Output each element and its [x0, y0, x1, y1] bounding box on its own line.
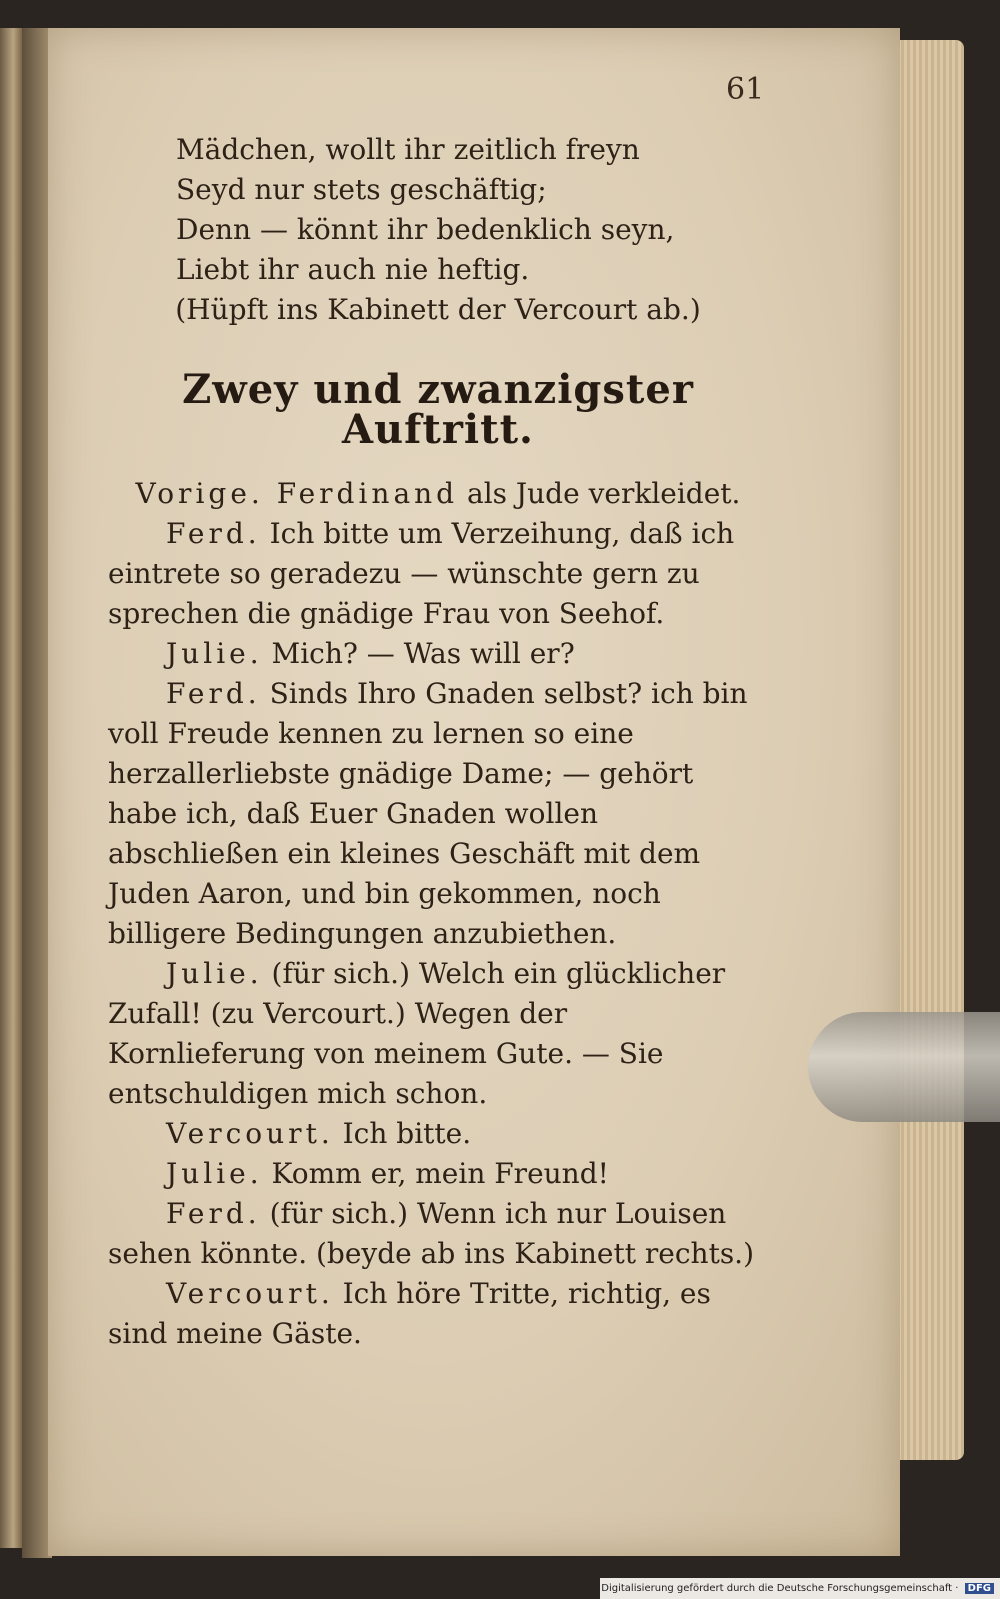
speaker-name: Ferd.: [166, 517, 261, 550]
page-number: 61: [726, 72, 765, 107]
dialogue-paragraph: [108, 674, 768, 954]
speech-text: Sinds Ihro Gnaden selbst? ich bin voll Freude kennen zu lernen so eine herzallerliebste gnädige Dame; — gehört habe ich, daß Euer Gnaden wollen abschließen ein kleines Geschäft mit dem Juden Aaron, und bin gekommen, noch billigere Bedingungen anzubiethen.: [108, 677, 748, 950]
speech-text: (für sich.) Welch ein glücklicher Zufall! (zu Vercourt.) Wegen der Kornlieferung von meinem Gute. — Sie entschuldigen mich schon.: [108, 957, 726, 1110]
dialogue-paragraph: [108, 514, 768, 634]
dialogue-paragraph: [108, 954, 768, 1114]
speaker-name: Ferd.: [166, 677, 261, 710]
stage-direction: (Hüpft ins Kabinett der Vercourt ab.): [175, 293, 701, 326]
speech-text: Komm er, mein Freund!: [262, 1157, 609, 1190]
previous-page-edge: [0, 28, 22, 1548]
speech-text: Mich? — Was will er?: [262, 637, 575, 670]
page-stack-edge: [892, 40, 964, 1460]
speaker-name: Julie.: [166, 1157, 263, 1190]
dialogue-paragraph: [108, 1194, 768, 1274]
speech-text: Ich bitte um Verzeihung, daß ich eintrete so geradezu — wünschte gern zu sprechen die gnädige Frau von Seehof.: [108, 517, 735, 630]
speaker-name: Vercourt.: [166, 1117, 334, 1150]
persons-spaced: Vorige. Ferdinand: [135, 477, 459, 510]
speaker-name: Julie.: [166, 637, 263, 670]
dialogue-paragraph: [108, 634, 768, 674]
verse-line: Denn — könnt ihr bedenklich seyn,: [176, 213, 675, 246]
speaker-name: Vercourt.: [166, 1277, 334, 1310]
speaker-name: Ferd.: [166, 1197, 261, 1230]
speech-text: Ich höre Tritte, richtig, es sind meine Gäste.: [108, 1277, 711, 1350]
dramatis-personae: [108, 474, 768, 514]
verse-line: Mädchen, wollt ihr zeitlich freyn: [176, 133, 640, 166]
footer-text: Digitalisierung gefördert durch die Deutsche Forschungsgemeinschaft: [601, 1583, 953, 1594]
verse-line: Seyd nur stets geschäftig;: [176, 173, 547, 206]
dialogue-paragraph: [108, 1114, 768, 1154]
speech-text: Ich bitte.: [333, 1117, 472, 1150]
page-text: [108, 130, 768, 1354]
digitization-footer: Digitalisierung gefördert durch die Deutsche Forschungsgemeinschaft · DFG: [600, 1578, 1000, 1599]
persons-rest: als Jude verkleidet.: [458, 477, 741, 510]
book-clip: [808, 1012, 1000, 1122]
dialogue-paragraph: [108, 1154, 768, 1194]
speaker-name: Julie.: [166, 957, 263, 990]
speech-text: (für sich.) Wenn ich nur Louisen sehen könnte. (beyde ab ins Kabinett rechts.): [108, 1197, 755, 1270]
dfg-logo: DFG: [965, 1583, 994, 1594]
verse-line: Liebt ihr auch nie heftig.: [176, 253, 530, 286]
scene-title: Zwey und zwanzigster Auftritt.: [182, 366, 694, 453]
dialogue-paragraph: [108, 1274, 768, 1354]
